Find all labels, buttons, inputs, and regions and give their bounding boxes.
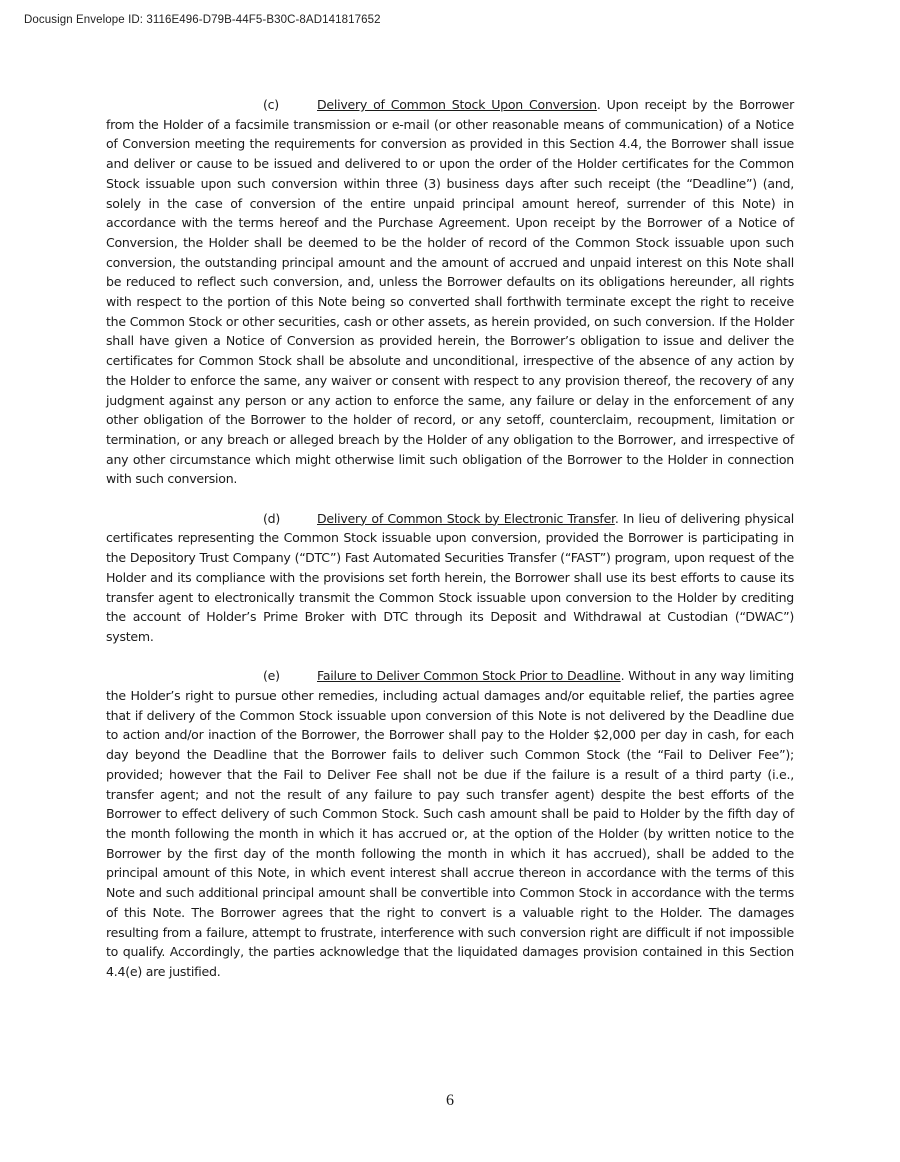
section-c-title: Delivery of Common Stock Upon Conversion [317, 97, 597, 112]
section-c-label: (c) [263, 97, 279, 112]
section-d-label: (d) [263, 510, 281, 526]
section-c [106, 95, 794, 489]
section-e-label: (e) [263, 668, 280, 684]
section-d [106, 509, 794, 647]
envelope-id: Docusign Envelope ID: 3116E496-D79B-44F5-B30C-8AD141817652 [24, 14, 381, 26]
section-e-body: . Without in any way limiting the Holder’s right to pursue other remedies, including actual damages and/or equitable relief, the parties agree that if delivery of the Common Stock issuable upon conversion of this Note is not delivered by the Deadline due to action and/or inaction of the Borrower, the Borrower shall pay to the Holder $2,000 per day in cash, for each day beyond the Deadline that the Borrower fails to deliver such Common Stock (the “Fail to Deliver Fee”); provided; however that the Fail to Deliver Fee shall not be due if the failure is a result of a third party (i.e., transfer agent; and not the result of any failure to pay such transfer agent) despite the best efforts of the Borrower to effect delivery of such Common Stock. Such cash amount shall be paid to Holder by the fifth day of the month following the month in which it has accrued or, at the option of the Holder (by written notice to the Borrower by the first day of the month following the month in which it has accrued), shall be added to the principal amount of this Note, in which event interest shall accrue thereon in accordance with the terms of this Note and such additional principal amount shall be convertible into Common Stock in accordance with the terms of this Note. The Borrower agrees that the right to convert is a valuable right to the Holder. The damages resulting from a failure, attempt to frustrate, interference with such conversion right are difficult if not impossible to qualify. Accordingly, the parties acknowledge that the liquidated damages provision contained in this Section 4.4(e) are justified. [106, 668, 794, 979]
section-d-body: . In lieu of delivering physical certificates representing the Common Stock issuable upon conversion, provided the Borrower is participating in the Depository Trust Company (“DTC”) Fast Automated Securities Transfer (“FAST”) program, upon request of the Holder and its compliance with the provisions set forth herein, the Borrower shall use its best efforts to cause its transfer agent to electronically transmit the Common Stock issuable upon conversion to the Holder by crediting the account of Holder’s Prime Broker with DTC through its Deposit and Withdrawal at Custodian (“DWAC”) system. [106, 510, 794, 644]
section-e [106, 666, 794, 981]
section-d-title: Delivery of Common Stock by Electronic Transfer [317, 510, 615, 526]
section-e-title: Failure to Deliver Common Stock Prior to Deadline [317, 668, 621, 684]
page-number: 6 [446, 1092, 454, 1109]
document-body [106, 95, 794, 1001]
section-c-body: . Upon receipt by the Borrower from the Holder of a facsimile transmission or e-mail (or other reasonable means of communication) of a Notice of Conversion meeting the requirements for conversion as provided in this Section 4.4, the Borrower shall issue and deliver or cause to be issued and delivered to or upon the order of the Holder certificates for the Common Stock issuable upon such conversion within three (3) business days after such receipt (the “Deadline”) (and, solely in the case of conversion of the entire unpaid principal amount hereof, surrender of this Note) in accordance with the terms hereof and the Purchase Agreement. Upon receipt by the Borrower of a Notice of Conversion, the Holder shall be deemed to be the holder of record of the Common Stock issuable upon such conversion, the outstanding principal amount and the amount of accrued and unpaid interest on this Note shall be reduced to reflect such conversion, and, unless the Borrower defaults on its obligations hereunder, all rights with respect to the portion of this Note being so converted shall forthwith terminate except the right to receive the Common Stock or other securities, cash or other assets, as herein provided, on such conversion. If the Holder shall have given a Notice of Conversion as provided herein, the Borrower’s obligation to issue and deliver the certificates for Common Stock shall be absolute and unconditional, irrespective of the absence of any action by the Holder to enforce the same, any waiver or consent with respect to any provision thereof, the recovery of any judgment against any person or any action to enforce the same, any failure or delay in the enforcement of any other obligation of the Borrower to the holder of record, or any setoff, counterclaim, recoupment, limitation or termination, or any breach or alleged breach by the Holder of any obligation to the Borrower, and irrespective of any other circumstance which might otherwise limit such obligation of the Borrower to the Holder in connection with such conversion. [106, 97, 794, 487]
